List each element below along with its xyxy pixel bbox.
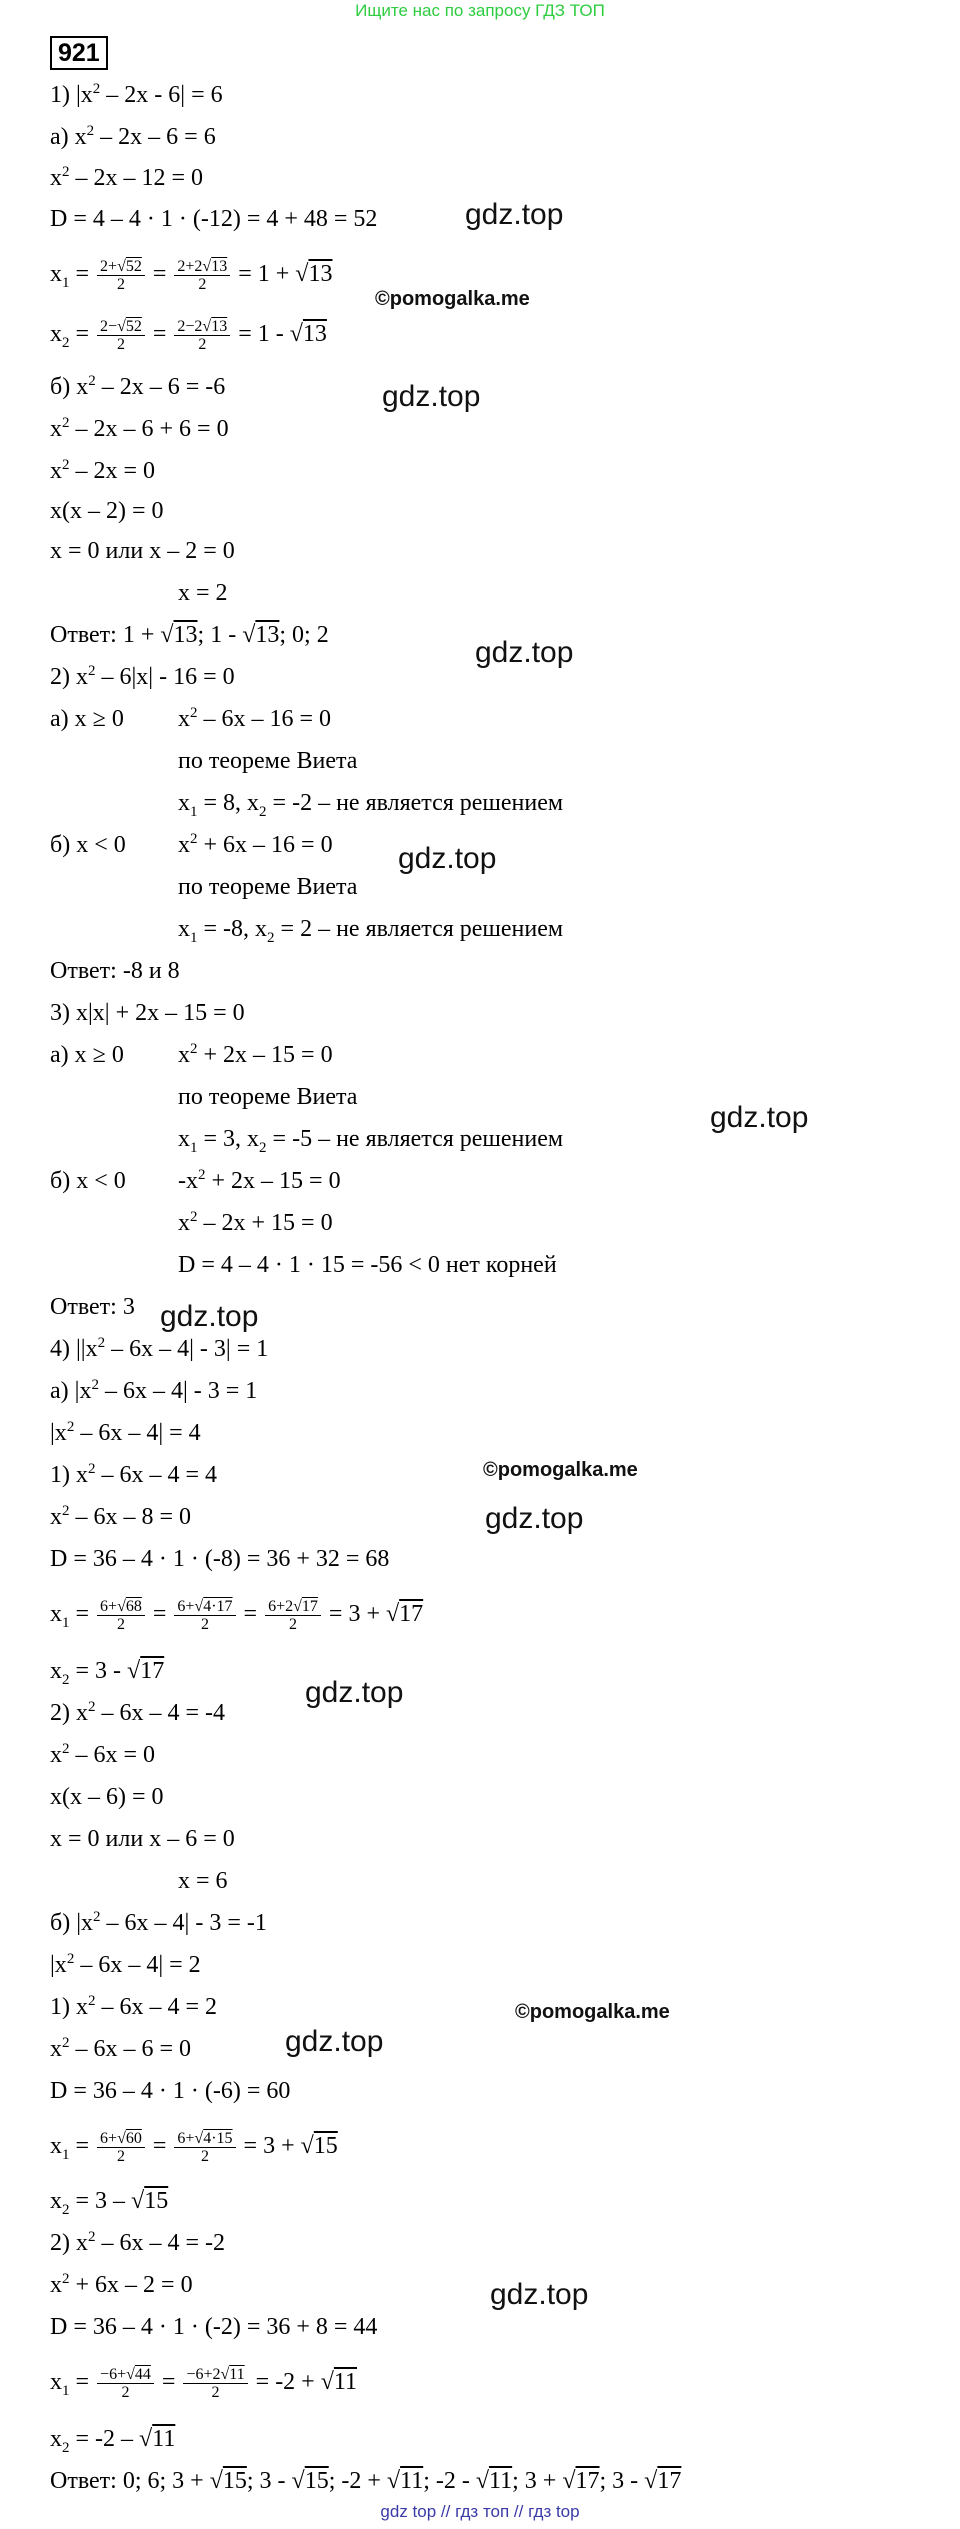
solution-line: 2) $x^2 - 6x - 4 = -2$: [50, 2229, 226, 2256]
solution-line: 2) $x^2 - 6x - 4 = -4$: [50, 1699, 226, 1726]
solution-line: а) x ≥ 0: [50, 1042, 124, 1068]
solution-line: 3) x|x| + 2x – 15 = 0: [50, 1000, 245, 1026]
watermark: gdz.top: [160, 1300, 259, 1333]
task-number: 921: [50, 36, 108, 70]
solution-line: $x^2 + 6x - 16 = 0$: [178, 831, 333, 858]
solution-line: $x^2 - 2x + 15 = 0$: [178, 1209, 333, 1236]
solution-line: а) x ≥ 0: [50, 706, 124, 732]
footer-links[interactable]: gdz top // гдз топ // гдз top: [380, 2502, 580, 2521]
solution-line: Ответ: 0; 6; 3 + √15; 3 - √15; -2 + √11; -2 - √11; 3 + √17; 3 - √17: [50, 2468, 682, 2494]
solution-line: Ответ: 3: [50, 1294, 135, 1320]
solution-line: б) $x^2 - 2x - 6 = -6$: [50, 373, 226, 400]
solution-line: D = 36 – 4 · 1 · (-8) = 36 + 32 = 68: [50, 1546, 390, 1572]
solution-line: $x^2 - 2x - 12 = 0$: [50, 164, 204, 191]
solution-line: D = 4 – 4 · 1 · (-12) = 4 + 48 = 52: [50, 206, 378, 232]
solution-line: 1) $|x^2 - 2x - 6| = 6$: [50, 81, 223, 108]
solution-line: б) x < 0: [50, 832, 126, 858]
solution-line: $x^2 - 6x = 0$: [50, 1741, 156, 1768]
watermark: gdz.top: [465, 198, 564, 231]
solution-line: x(x – 6) = 0: [50, 1784, 164, 1810]
solution-line: D = 4 – 4 · 1 · 15 = -56 < 0 нет корней: [178, 1252, 557, 1278]
solution-line: $x_1 = -8$, $x_2 = 2$ – не является решением: [178, 916, 564, 946]
watermark: gdz.top: [475, 636, 574, 669]
solution-line: $x^2 - 6x - 6 = 0$: [50, 2035, 192, 2062]
solution-line: $x_2$ = $\frac{2-√52}{2}$ = $\frac{2-2√13}{2}$ = 1 - √13: [50, 318, 327, 353]
solution-line: $x^2 - 2x - 6 + 6 = 0$: [50, 415, 229, 442]
solution-line: $x^2 + 2x - 15 = 0$: [178, 1041, 333, 1068]
solution-line: б) $|x^2 - 6x - 4| - 3 = -1$: [50, 1909, 267, 1936]
pomogalka-watermark: ©pomogalka.me: [483, 1459, 638, 1481]
solution-line: по теореме Виета: [178, 748, 358, 774]
solution-line: $x^2 - 6x - 8 = 0$: [50, 1503, 192, 1530]
solution-line: $x^2 + 6x - 2 = 0$: [50, 2271, 193, 2298]
solution-line: $x_2 = 3 - √17$: [50, 1658, 165, 1688]
watermark: gdz.top: [305, 1676, 404, 1709]
watermark: gdz.top: [285, 2025, 384, 2058]
solution-line: по теореме Виета: [178, 1084, 358, 1110]
solution-line: $-x^2 + 2x - 15 = 0$: [178, 1167, 341, 1194]
solution-line: $x_1 = 3$, $x_2 = -5$ – не является решением: [178, 1126, 564, 1156]
solution-line: Ответ: 1 + √13; 1 - √13; 0; 2: [50, 622, 329, 648]
solution-line: а) $x^2 - 2x - 6 = 6$: [50, 123, 216, 150]
watermark: gdz.top: [710, 1101, 809, 1134]
solution-line: по теореме Виета: [178, 874, 358, 900]
solution-line: $x_1$ = $\frac{6+√68}{2}$ = $\frac{6+√4\cdot 17}{2}$ = $\frac{6+2√17}{2}$ = 3 + √17: [50, 1598, 424, 1633]
solution-line: $x_2 = 3 - √15$: [50, 2188, 169, 2218]
solution-line: 1) $x^2 - 6x - 4 = 2$: [50, 1993, 218, 2020]
solution-line: x = 2: [178, 580, 228, 606]
solution-line: $x^2 - 6x - 16 = 0$: [178, 705, 332, 732]
header-banner[interactable]: Ищите нас по запросу ГДЗ ТОП: [355, 1, 605, 20]
solution-line: $|x^2 - 6x - 4| = 2$: [50, 1951, 201, 1978]
solution-line: $x_1$ = $\frac{6+√60}{2}$ = $\frac{6+√4\cdot 15}{2}$ = 3 + √15: [50, 2130, 338, 2165]
solution-line: $x^2 - 2x = 0$: [50, 457, 156, 484]
watermark: gdz.top: [398, 842, 497, 875]
solution-line: а) $|x^2 - 6x - 4| - 3 = 1$: [50, 1377, 258, 1404]
solution-line: x = 6: [178, 1868, 228, 1894]
watermark: gdz.top: [382, 380, 481, 413]
solution-line: 1) $x^2 - 6x - 4 = 4$: [50, 1461, 218, 1488]
solution-line: $x_1 = 8$, $x_2 = -2$ – не является решением: [178, 790, 564, 820]
solution-line: б) x < 0: [50, 1168, 126, 1194]
solution-line: D = 36 – 4 · 1 · (-2) = 36 + 8 = 44: [50, 2314, 378, 2340]
watermark: gdz.top: [490, 2278, 589, 2311]
solution-line: $x_1$ = $\frac{2+√52}{2}$ = $\frac{2+2√13}{2}$ = 1 + √13: [50, 258, 333, 293]
solution-line: x = 0 или x – 6 = 0: [50, 1826, 235, 1852]
solution-line: Ответ: -8 и 8: [50, 958, 180, 984]
solution-line: $|x^2 - 6x - 4| = 4$: [50, 1419, 201, 1446]
solution-line: $x_2 = -2 - √11$: [50, 2426, 176, 2456]
solution-line: 2) $x^2 - 6|x| - 16 = 0$: [50, 663, 235, 690]
solution-line: x = 0 или x – 2 = 0: [50, 538, 235, 564]
solution-line: $x_1$ = $\frac{-6+√44}{2}$ = $\frac{-6+2√11}{2}$ = -2 + √11: [50, 2366, 357, 2401]
watermark: gdz.top: [485, 1502, 584, 1535]
solution-line: 4) $||x^2 - 6x - 4| - 3| = 1$: [50, 1335, 269, 1362]
solution-line: D = 36 – 4 · 1 · (-6) = 60: [50, 2078, 291, 2104]
solution-line: x(x – 2) = 0: [50, 498, 164, 524]
pomogalka-watermark: ©pomogalka.me: [375, 288, 530, 310]
pomogalka-watermark: ©pomogalka.me: [515, 2001, 670, 2023]
